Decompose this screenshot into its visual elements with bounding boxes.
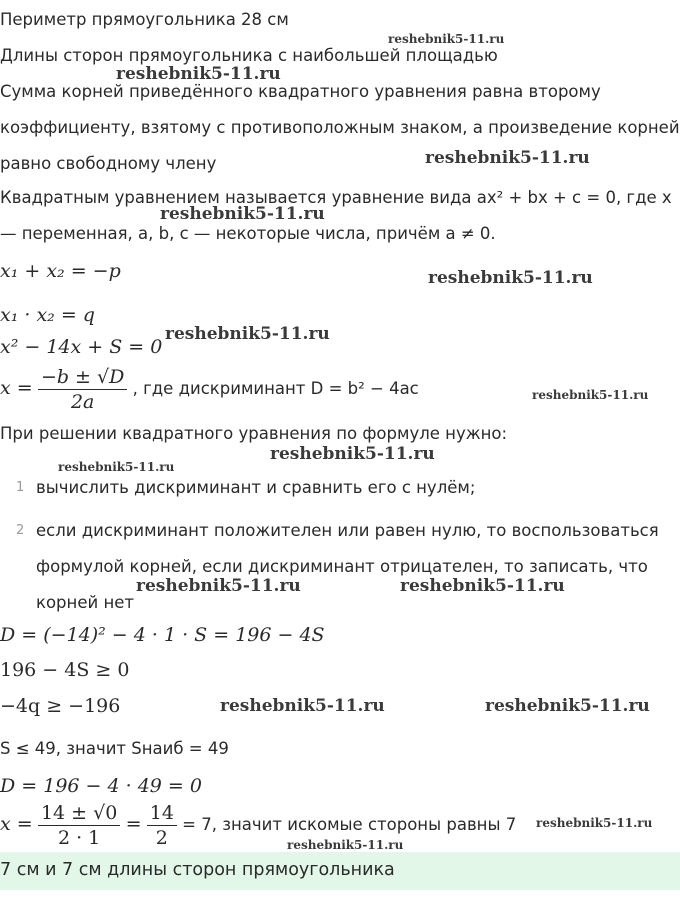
watermark: reshebnik5-11.ru — [58, 460, 175, 474]
step-1-number: 1 — [16, 480, 25, 495]
answer-text: 7 см и 7 см длины сторон прямоугольника — [0, 860, 395, 880]
definition-line-1: Квадратным уравнением называется уравнение вида ax² + bx + c = 0, где x — [0, 188, 672, 207]
equation: x² − 14x + S = 0 — [0, 336, 163, 358]
vieta-sum: x₁ + x₂ = −p — [0, 260, 121, 282]
root-calc-denominator-1: 2 · 1 — [57, 827, 101, 849]
step-2-text-3: корней нет — [36, 593, 134, 612]
watermark: reshebnik5-11.ru — [536, 816, 653, 830]
vieta-product: x₁ · x₂ = q — [0, 304, 95, 326]
watermark: reshebnik5-11.ru — [532, 388, 649, 402]
root-formula-denominator: 2a — [70, 391, 95, 413]
max-area: S ≤ 49, значит Sнаиб = 49 — [0, 739, 229, 758]
problem-statement: Периметр прямоугольника 28 см — [0, 10, 289, 29]
watermark: reshebnik5-11.ru — [220, 696, 385, 716]
step-2-text-1: если дискриминант положителен или равен нулю, то воспользоваться — [36, 521, 659, 540]
watermark: reshebnik5-11.ru — [400, 576, 565, 596]
watermark: reshebnik5-11.ru — [136, 576, 301, 596]
inequality-1: 196 − 4S ≥ 0 — [0, 659, 130, 681]
watermark: reshebnik5-11.ru — [485, 696, 650, 716]
definition-line-2: — переменная, a, b, c — некоторые числа, причём a ≠ 0. — [0, 224, 496, 243]
root-calc-lhs: x = — [0, 813, 33, 835]
vieta-text-3: равно свободному члену — [0, 154, 217, 173]
discriminant-calc: D = (−14)² − 4 · 1 · S = 196 − 4S — [0, 624, 325, 646]
root-calc — [0, 802, 516, 849]
root-calc-numerator-1: 14 ± √0 — [38, 802, 120, 826]
root-calc-equals: = — [125, 813, 142, 835]
root-calc-numerator-2: 14 — [147, 802, 177, 826]
root-formula-lhs: x = — [0, 377, 33, 399]
watermark: reshebnik5-11.ru — [388, 32, 505, 46]
conclusion: = 7, значит искомые стороны равны 7 — [182, 815, 517, 834]
vieta-text-1: Сумма корней приведённого квадратного уравнения равна второму — [0, 82, 601, 101]
watermark: reshebnik5-11.ru — [160, 204, 325, 224]
watermark: reshebnik5-11.ru — [165, 324, 330, 344]
inequality-2: −4q ≥ −196 — [0, 695, 121, 717]
answer-box — [0, 852, 680, 890]
discriminant-def: , где дискриминант D = b² − 4ac — [132, 379, 419, 398]
watermark: reshebnik5-11.ru — [287, 838, 404, 852]
watermark: reshebnik5-11.ru — [270, 444, 435, 464]
root-formula — [0, 366, 419, 413]
watermark: reshebnik5-11.ru — [425, 148, 590, 168]
root-calc-denominator-2: 2 — [155, 827, 168, 849]
step-2-text-2: формулой корней, если дискриминант отрицателен, то записать, что — [36, 557, 648, 576]
root-formula-numerator: −b ± √D — [38, 366, 127, 390]
discriminant-zero: D = 196 − 4 · 49 = 0 — [0, 775, 202, 797]
watermark: reshebnik5-11.ru — [116, 64, 281, 84]
question: Длины сторон прямоугольника с наибольшей площадью — [0, 46, 498, 65]
watermark: reshebnik5-11.ru — [428, 268, 593, 288]
step-1-text: вычислить дискриминант и сравнить его с нулём; — [36, 478, 476, 497]
step-2-number: 2 — [16, 523, 25, 538]
procedure-intro: При решении квадратного уравнения по формуле нужно: — [0, 424, 508, 443]
vieta-text-2: коэффициенту, взятому с противоположным знаком, а произведение корней — [0, 118, 680, 137]
